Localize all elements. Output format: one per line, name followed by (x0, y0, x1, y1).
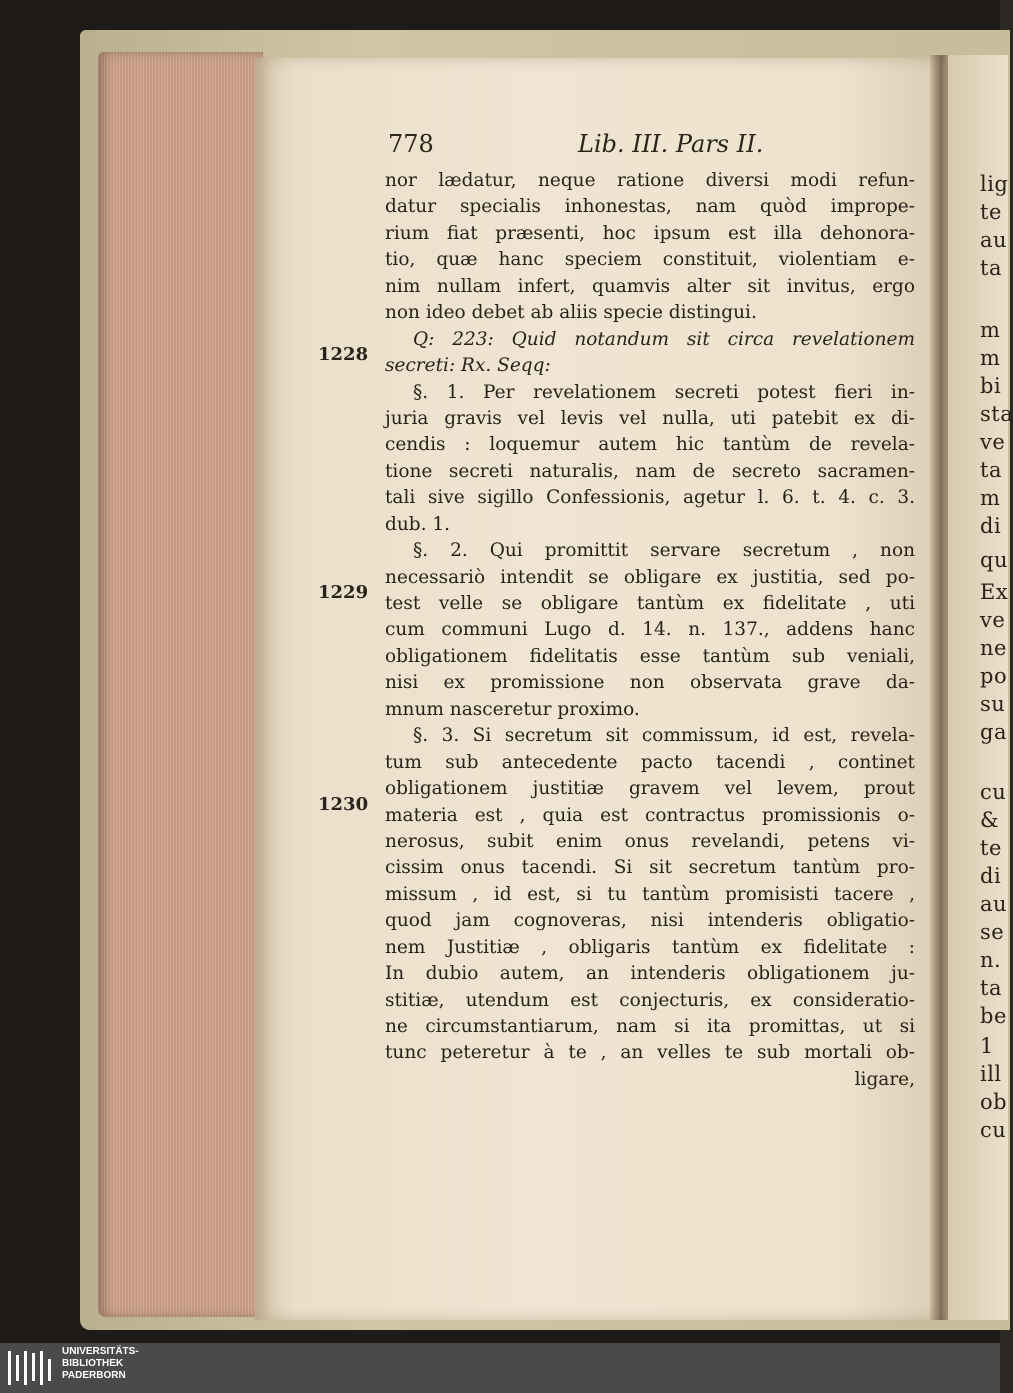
right-page-fragment: be (980, 1004, 1007, 1028)
right-page-fragment: sta (980, 402, 1013, 426)
question-heading: Q: 223: Quid notandum sit circa revelationem (413, 328, 915, 350)
right-page-fragment: ob (980, 1090, 1008, 1114)
text-line: nerosus, subit enim onus revelandi, petens vi- (385, 830, 915, 852)
text-line: tali sive sigillo Confessionis, agetur l. 6. t. 4. c. 3. (385, 487, 915, 509)
text-line: nor lædatur, neque ratione diversi modi refun- (385, 170, 915, 191)
page-edges (98, 52, 263, 1317)
right-page-fragment: m (980, 318, 1001, 342)
text-line: necessariò intendit se obligare ex justitia, sed po- (385, 566, 915, 588)
text-line: missum , id est, si tu tantùm promisisti tacere , (385, 883, 915, 905)
text-line: datur specialis inhonestas, nam quòd imprope- (385, 196, 915, 218)
library-footer-bar (0, 1343, 1000, 1393)
right-page-fragment: n. (980, 948, 1002, 972)
right-page-fragment: ill (980, 1062, 1002, 1086)
page-number: 778 (388, 130, 434, 158)
text-line: ne circumstantiarum, nam si ita promittas, ut si (385, 1016, 915, 1037)
running-head: Lib. III. Pars II. (578, 130, 764, 158)
right-page-fragment: te (980, 200, 1002, 224)
right-page-fragment: se (980, 920, 1005, 944)
text-line: mnum nasceretur proximo. (385, 698, 640, 720)
margin-number-1229: 1229 (318, 582, 369, 603)
right-page-fragment: lig (980, 172, 1009, 196)
right-page-fragment: ta (980, 458, 1002, 482)
text-line: stitiæ, utendum est conjecturis, ex consideratio- (385, 989, 915, 1011)
library-name-line: BIBLIOTHEK (62, 1358, 124, 1369)
text-line: obligationem fidelitatis esse tantùm sub veniali, (385, 645, 915, 667)
right-page-fragment: ta (980, 976, 1002, 1000)
right-page-fragment: ne (980, 636, 1007, 660)
text-line: cissim onus tacendi. Si sit secretum tantùm pro- (385, 857, 915, 879)
catchword: ligare, (854, 1068, 915, 1090)
right-page-fragment: au (980, 228, 1008, 252)
right-page-fragment: & (980, 808, 1000, 832)
library-name (62, 1346, 139, 1382)
right-page-fragment: au (980, 892, 1008, 916)
right-page-fragment: 1 (980, 1034, 994, 1058)
text-line: juria gravis vel levis vel nulla, uti patebit ex di- (385, 407, 915, 429)
text-line: nisi ex promissione non observata grave da- (385, 672, 915, 694)
right-page-fragment: m (980, 346, 1001, 370)
right-page-fragment: di (980, 514, 1002, 538)
text-line: non ideo debet ab aliis specie distingui. (385, 302, 757, 324)
library-name-line: UNIVERSITÄTS- (62, 1346, 139, 1357)
library-logo-icon (0, 1343, 60, 1393)
right-page-fragment: Ex (980, 580, 1009, 604)
margin-number-1228: 1228 (318, 344, 369, 365)
text-line: materia est , quia est contractus promissionis o- (385, 804, 915, 826)
text-line: tione secreti naturalis, nam de secreto sacramen- (385, 460, 915, 482)
right-page-fragment: ve (980, 608, 1006, 632)
text-line: cendis : loquemur autem hic tantùm de revela- (385, 434, 915, 456)
text-line: obligationem justitiæ gravem vel levem, prout (385, 778, 915, 800)
right-page-fragment: di (980, 864, 1002, 888)
text-line: tunc peteretur à te , an velles te sub mortali ob- (385, 1042, 915, 1064)
text-line: cum communi Lugo d. 14. n. 137., addens hanc (385, 619, 915, 641)
right-page-fragment: ga (980, 720, 1007, 744)
right-page-fragment: ve (980, 430, 1006, 454)
text-line: rium fiat præsenti, hoc ipsum est illa dehonora- (385, 222, 915, 244)
text-line: nim nullam infert, quamvis alter sit invitus, ergo (385, 275, 915, 297)
page-header (388, 130, 788, 160)
right-page-fragment: m (980, 486, 1001, 510)
library-name-line: PADERBORN (62, 1370, 126, 1381)
right-page-fragment: su (980, 692, 1006, 716)
text-line: §. 3. Si secretum sit commissum, id est, revela- (413, 725, 915, 747)
text-line: tio, quæ hanc speciem constituit, violentiam e- (385, 249, 915, 271)
text-line: tum sub antecedente pacto tacendi , continet (385, 751, 915, 773)
right-page-fragment: cu (980, 780, 1007, 804)
margin-number-1230: 1230 (318, 794, 369, 815)
text-line: secreti: Rx. Seqq: (385, 355, 551, 377)
right-page-fragment: po (980, 664, 1008, 688)
text-line: nem Justitiæ , obligaris tantùm ex fidelitate : (385, 936, 915, 958)
text-line: §. 1. Per revelationem secreti potest fieri in- (413, 381, 915, 403)
text-line: quod jam cognoveras, nisi intenderis obligatio- (385, 910, 915, 932)
right-page-fragment: ta (980, 256, 1002, 280)
text-line: test velle se obligare tantùm ex fidelitate , uti (385, 593, 915, 614)
text-line: §. 2. Qui promittit servare secretum , non (413, 540, 915, 562)
right-page-fragment: cu (980, 1118, 1007, 1142)
right-page-fragment: te (980, 836, 1002, 860)
right-page-fragment: bi (980, 374, 1002, 398)
right-page-fragment: qu (980, 548, 1008, 572)
text-line: dub. 1. (385, 513, 451, 535)
text-line: In dubio autem, an intenderis obligationem ju- (385, 963, 915, 985)
body-text (385, 168, 915, 1093)
